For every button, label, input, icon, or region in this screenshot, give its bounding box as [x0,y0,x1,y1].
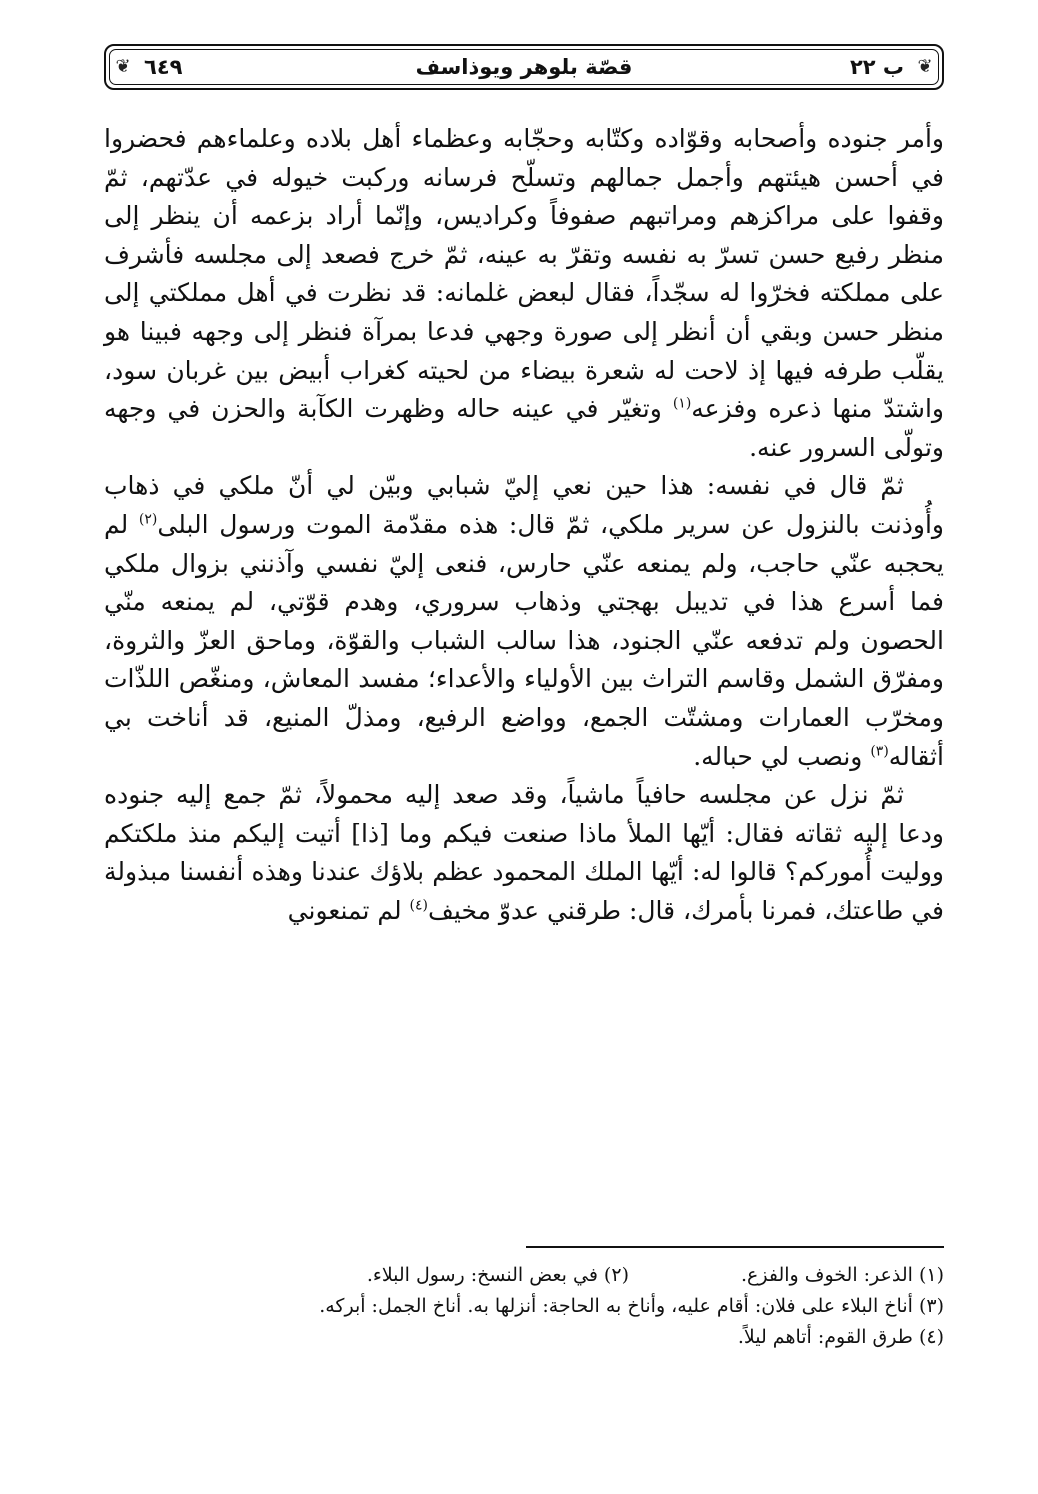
footnote-row [104,1322,944,1353]
footnote: (٤) طرق القوم: أتاهم ليلاً. [737,1326,944,1348]
footnote: (٣) أناخ البلاء على فلان: أقام عليه، وأناخ به الحاجة: أنزلها به. أناخ الجمل: أبركه. [319,1295,944,1317]
paragraph-text: ثمّ قال في نفسه: هذا حين نعي إليّ شبابي وبيّن لي أنّ ملكي في ذهاب وأُوذنت بالنزول عن سرير ملكي، ثمّ قال: هذه مقدّمة الموت ورسول البلى [104,471,944,539]
page-header [104,44,944,90]
header-section: ب ٢٢ [849,55,904,79]
paragraph-text: لم يحجبه عنّي حاجب، ولم يمنعه عنّي حارس، فنعى إليّ نفسي وآذنني بزوال ملكي فما أسرع هذا في تديبل بهجتي وذهاب سروري، وهدم قوّتي، لم يمنعه منّي الحصون ولم تدفعه عنّي الجنود، هذا سالب الشباب والقوّة، وماحق العزّ والثروة، ومفرّق الشمل وقاسم التراث بين الأولياء والأعداء؛ مفسد المعاش، ومنغّص اللذّات ومخرّب العمارات ومشتّت الجمع، وواضع الرفيع، ومذلّ المنيع، قد أناخت بي أثقاله [104,509,944,771]
footnote-marker: (١) [672,395,692,412]
paragraph-text: وأمر جنوده وأصحابه وقوّاده وكتّابه وحجّابه وعظماء أهل بلاده وعلماءهم فحضروا في أحسن هيئتهم وأجمل جمالهم وتسلّح فرسانه وركبت خيوله في عدّتهم، ثمّ وقفوا على مراكزهم ومراتبهم صفوفاً وكراديس، وإنّما أراد بزعمه أن ينظر إلى منظر رفيع حسن تسرّ به نفسه وتقرّ به عينه، ثمّ خرج فصعد إلى مجلسه فأشرف على مملكته فخرّوا له سجّداً، فقال لبعض غلمانه: قد نظرت في أهل مملكتي إلى منظر حسن وبقي أن أنظر إلى صورة وجهي فدعا بمرآة فنظر إلى وجهه فبينا هو يقلّب طرفه فيها إذ لاحت له شعرة بيضاء من لحيته كغراب أبيض بين غربان سود، واشتدّ منها ذعره وفزعه [104,124,944,424]
footnote-marker: (٤) [409,897,429,914]
footnote: (٢) في بعض النسخ: رسول البلاء. [366,1264,629,1286]
footnote-separator [526,1246,944,1248]
ornament-icon: ❦ [115,56,131,77]
paragraph-text: وتغيّر في عينه حاله وظهرت الكآبة والحزن في وجهه وتولّى السرور عنه. [104,394,944,462]
main-text [104,120,944,930]
footnote-row [104,1260,944,1291]
footnote: (١) الذعر: الخوف والفزع. [741,1264,944,1286]
paragraph-text: ثمّ نزل عن مجلسه حافياً ماشياً، وقد صعد إليه محمولاً، ثمّ جمع إليه جنوده ودعا إليه ثقاته فقال: أيّها الملأ ماذا صنعت فيكم وما [ذا] أتيت إليكم منذ ملكتكم ووليت أُموركم؟ قالوا له: أيّها الملك المحمود عظم بلاؤك عندنا وهذه أنفسنا مبذولة في طاعتك، فمرنا بأمرك، قال: طرقني عدوّ مخيف [104,780,944,925]
running-title: قصّة بلوهر ويوذاسف [415,55,633,79]
page-number: ٦٤٩ [144,55,183,79]
paragraph [104,467,944,776]
footnotes [104,1260,944,1353]
footnote-row [104,1291,944,1322]
footnote-marker: (٣) [870,743,889,760]
paragraph-text: ونصب لي حباله. [693,741,871,771]
footnote-marker: (٢) [138,511,158,528]
paragraph [104,776,944,930]
ornament-icon: ❦ [917,56,933,77]
paragraph-text: لم تمنعوني [287,895,410,925]
paragraph [104,120,944,467]
